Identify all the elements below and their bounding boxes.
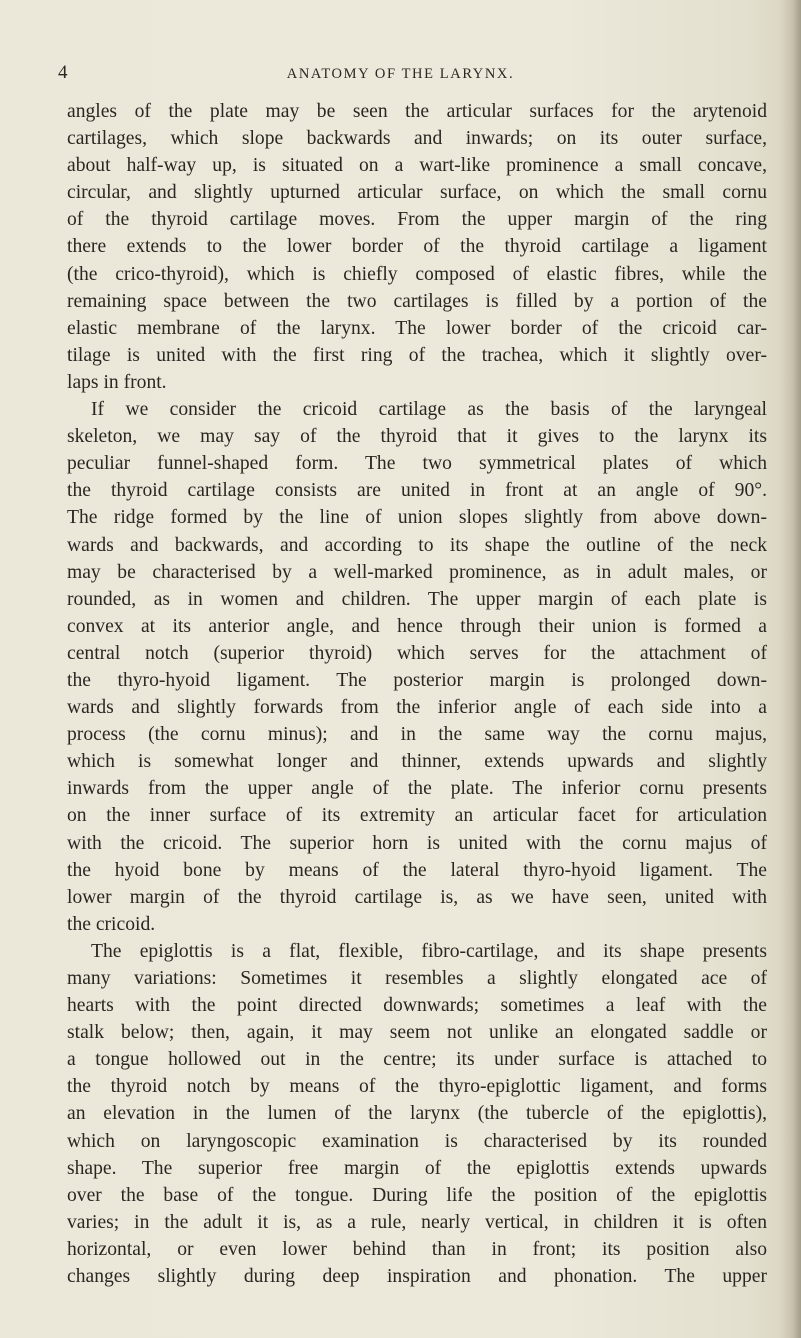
text-line: [67, 1290, 767, 1317]
text-line: remaining space between the two cartilages is filled by a portion of the: [67, 290, 767, 312]
text-line: The epiglottis is a flat, flexible, fibro-cartilage, and its shape presents: [91, 940, 767, 962]
text-line: which on laryngoscopic examination is characterised by its rounded: [67, 1130, 767, 1152]
body-text: [67, 98, 767, 1317]
text-line: varies; in the adult it is, as a rule, nearly vertical, in children it is often: [67, 1211, 767, 1233]
text-line: circular, and slightly upturned articular surface, on which the small cornu: [67, 182, 767, 204]
text-line: shape. The superior free margin of the epiglottis extends upwards: [67, 1157, 767, 1179]
text-line: there extends to the lower border of the thyroid cartilage a ligament: [67, 236, 767, 258]
text-line: laps in front.: [67, 371, 167, 393]
text-line: about half-way up, is situated on a wart-like prominence a small concave,: [67, 155, 767, 177]
page-header: [0, 62, 801, 86]
text-line: may be characterised by a well-marked prominence, as in adult males, or: [67, 561, 767, 583]
text-line: of the thyroid cartilage moves. From the upper margin of the ring: [67, 209, 767, 231]
text-line: with the cricoid. The superior horn is united with the cornu majus of: [67, 832, 767, 854]
text-line: the thyro-hyoid ligament. The posterior margin is prolonged down-: [67, 669, 767, 691]
text-line: rounded, as in women and children. The upper margin of each plate is: [67, 588, 767, 610]
text-line: tilage is united with the first ring of the trachea, which it slightly over-: [67, 344, 767, 366]
text-line: hearts with the point directed downwards; sometimes a leaf with the: [67, 995, 767, 1017]
text-line: an elevation in the lumen of the larynx (the tubercle of the epiglottis),: [67, 1103, 767, 1125]
text-line: the thyroid notch by means of the thyro-epiglottic ligament, and forms: [67, 1076, 767, 1098]
text-line: skeleton, we may say of the thyroid that it gives to the larynx its: [67, 426, 767, 448]
text-line: the cricoid.: [67, 913, 156, 935]
text-line: stalk below; then, again, it may seem not unlike an elongated saddle or: [67, 1022, 767, 1044]
text-line: lower margin of the thyroid cartilage is, as we have seen, united with: [67, 886, 767, 908]
text-line: central notch (superior thyroid) which serves for the attachment of: [67, 642, 767, 664]
text-line: angles of the plate may be seen the articular surfaces for the arytenoid: [67, 101, 767, 122]
text-line: convex at its anterior angle, and hence through their union is formed a: [67, 615, 767, 637]
text-line: which is somewhat longer and thinner, extends upwards and slightly: [67, 751, 767, 773]
text-line: If we consider the cricoid cartilage as the basis of the laryngeal: [91, 399, 767, 421]
text-line: the hyoid bone by means of the lateral thyro-hyoid ligament. The: [67, 859, 767, 881]
text-line: process (the cornu minus); and in the same way the cornu majus,: [67, 724, 767, 746]
text-line: horizontal, or even lower behind than in front; its position also: [67, 1238, 767, 1260]
text-line: wards and slightly forwards from the inferior angle of each side into a: [67, 697, 767, 719]
page-number: 4: [58, 62, 68, 83]
text-line: over the base of the tongue. During life the position of the epiglottis: [67, 1184, 767, 1206]
text-line: The ridge formed by the line of union slopes slightly from above down-: [67, 507, 767, 529]
text-line: changes slightly during deep inspiration and phonation. The upper: [67, 1266, 767, 1288]
text-line: inwards from the upper angle of the plate. The inferior cornu presents: [67, 778, 767, 800]
text-line: elastic membrane of the larynx. The lower border of the cricoid car-: [67, 317, 767, 339]
text-line: many variations: Sometimes it resembles a slightly elongated ace of: [67, 968, 767, 989]
text-line: wards and backwards, and according to its shape the outline of the neck: [67, 534, 767, 556]
running-head: ANATOMY OF THE LARYNX.: [286, 66, 515, 82]
text-line: on the inner surface of its extremity an articular facet for articulation: [67, 805, 767, 827]
text-line: peculiar funnel-shaped form. The two symmetrical plates of which: [67, 453, 767, 475]
text-line: cartilages, which slope backwards and inwards; on its outer surface,: [67, 128, 767, 150]
text-line: a tongue hollowed out in the centre; its under surface is attached to: [67, 1049, 767, 1071]
page-edge-shadow: [779, 0, 801, 1338]
text-line: (the crico-thyroid), which is chiefly composed of elastic fibres, while the: [67, 263, 767, 285]
text-line: the thyroid cartilage consists are united in front at an angle of 90°.: [67, 480, 767, 502]
